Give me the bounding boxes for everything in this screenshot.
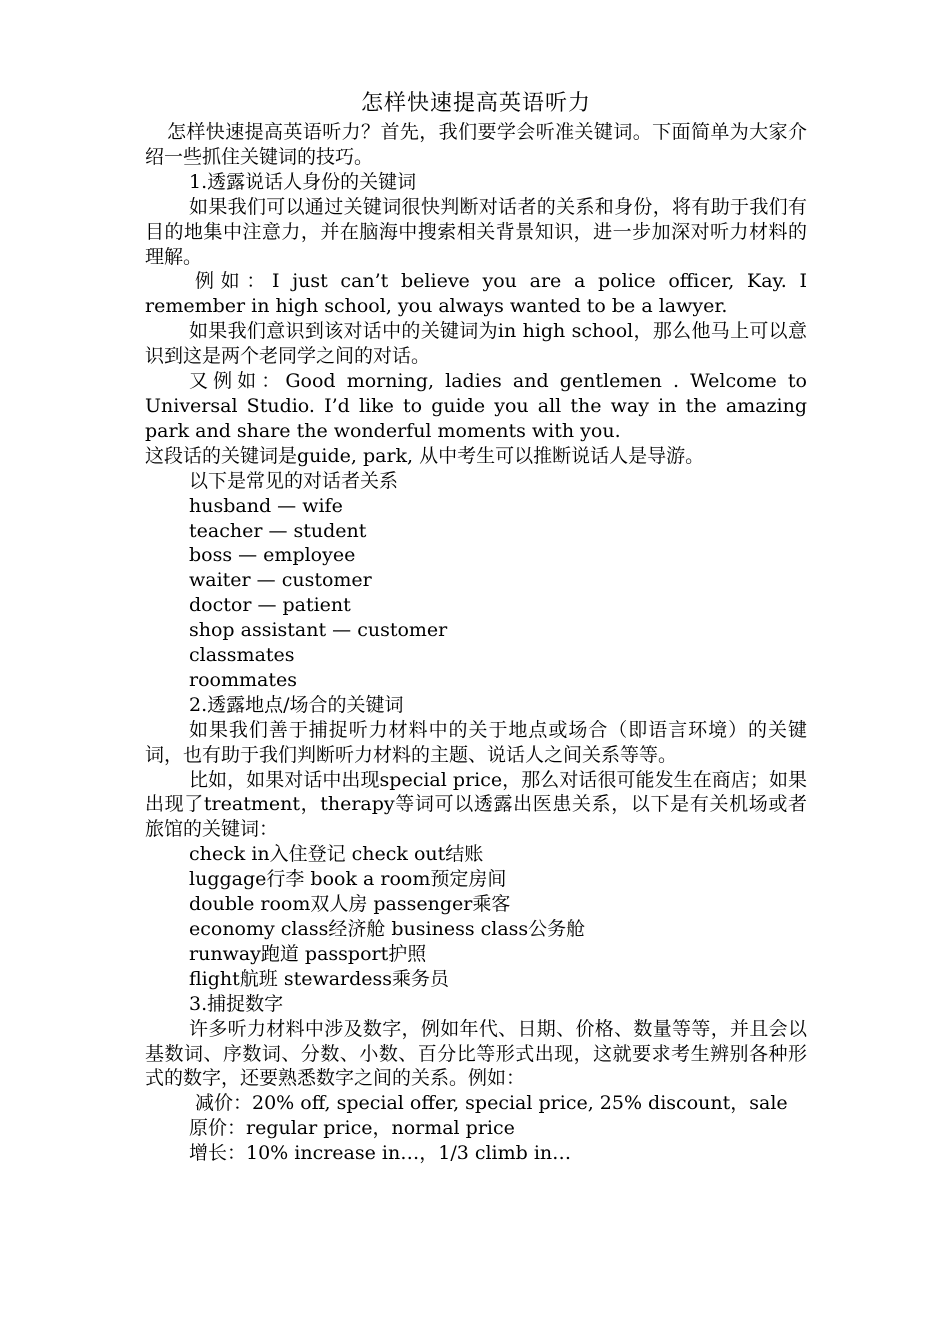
list-item: doctor — patient	[189, 594, 351, 617]
list-item: boss — employee	[189, 544, 356, 567]
paragraph: 又例如：Good morning, ladies and gentlemen . Welcome to Universal Studio. I’d like to guide you all the way in the amazing park and share the wonderful moments with you.	[145, 370, 807, 442]
paragraph: 3.捕捉数字	[189, 992, 284, 1015]
list-item: husband — wife	[189, 494, 343, 517]
list-item: shop assistant — customer	[189, 619, 448, 642]
paragraph: 1.透露说话人身份的关键词	[189, 170, 417, 193]
paragraph: 2.透露地点/场合的关键词	[189, 693, 404, 716]
list-item: economy class经济舱 business class公务舱	[189, 918, 586, 940]
page-title: 怎样快速提高英语听力	[360, 91, 591, 116]
paragraph: 减价：20% off, special offer, special price, 25% discount，sale	[195, 1092, 788, 1115]
list-item: luggage行李 book a room预定房间	[189, 868, 507, 891]
list-item: waiter — customer	[189, 569, 372, 592]
list-item: roommates	[189, 668, 297, 691]
list-item: teacher — student	[189, 519, 367, 542]
paragraph: 增长：10% increase in…，1/3 climb in…	[189, 1142, 572, 1165]
paragraph: 如果我们意识到该对话中的关键词为in high school，那么他马上可以意识到这是两个老同学之间的对话。	[145, 320, 807, 368]
list-item: check in入住登记 check out结账	[189, 843, 484, 866]
paragraph-list	[145, 120, 807, 1166]
list-item: double room双人房 passenger乘客	[189, 893, 511, 916]
list-item: flight航班 stewardess乘务员	[189, 967, 450, 990]
paragraph: 如果我们可以通过关键词很快判断对话者的关系和身份，将有助于我们有目的地集中注意力，并在脑海中搜索相关背景知识，进一步加深对听力材料的理解。	[145, 195, 807, 268]
list-item: classmates	[189, 644, 295, 667]
paragraph: 怎样快速提高英语听力？首先，我们要学会听准关键词。下面简单为大家介绍一些抓住关键词的技巧。	[145, 121, 807, 168]
paragraph: 原价：regular price，normal price	[189, 1117, 515, 1140]
document-body	[145, 88, 807, 1166]
paragraph: 以下是常见的对话者关系	[189, 469, 399, 492]
paragraph: 比如，如果对话中出现special price，那么对话很可能发生在商店；如果出现了treatment，therapy等词可以透露出医患关系，以下是有关机场或者旅馆的关键词：	[145, 768, 807, 841]
paragraph: 例如：I just can’t believe you are a police officer, Kay. I remember in high school, you always wanted to be a lawyer.	[145, 270, 807, 318]
paragraph: 如果我们善于捕捉听力材料中的关于地点或场合（即语言环境）的关键词，也有助于我们判断听力材料的主题、说话人之间关系等等。	[145, 718, 807, 766]
list-item: runway跑道 passport护照	[189, 942, 427, 965]
paragraph: 这段话的关键词是guide, park, 从中考生可以推断说话人是导游。	[145, 444, 705, 467]
paragraph: 许多听力材料中涉及数字，例如年代、日期、价格、数量等等，并且会以基数词、序数词、分数、小数、百分比等形式出现，这就要求考生辨别各种形式的数字，还要熟悉数字之间的关系。例如：	[145, 1017, 807, 1090]
